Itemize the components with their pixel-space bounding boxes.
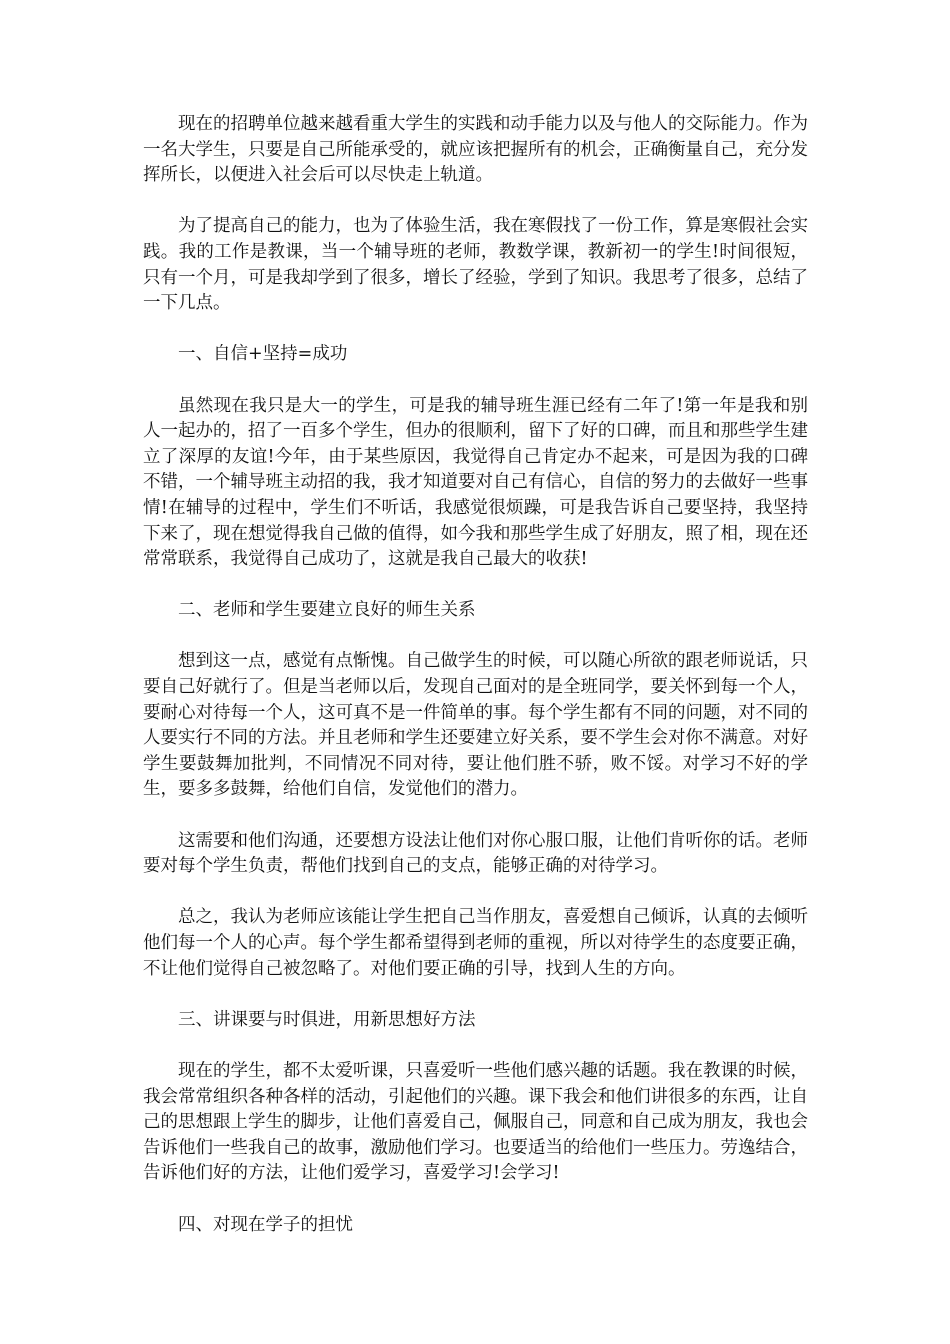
paragraph-confidence: 虽然现在我只是大一的学生，可是我的辅导班生涯已经有二年了!第一年是我和别人一起办的，招了一百多个学生，但办的很顺利，留下了好的口碑，而且和那些学生建立了深厚的友谊!今年，由于某些原因，我觉得自己肯定办不起来，可是因为我的口碑不错，一个辅导班主动招的我，我才知道要对自己有信心，自信的努力的去做好一些事情!在辅导的过程中，学生们不听话，我感觉很烦躁，可是我告诉自己要坚持，我坚持下来了，现在想觉得我自己做的值得，如今我和那些学生成了好朋友，照了相，现在还常常联系，我觉得自己成功了，这就是我自己最大的收获!	[143, 395, 808, 570]
paragraph-winter-job: 为了提高自己的能力，也为了体验生活，我在寒假找了一份工作，算是寒假社会实践。我的工作是教课，当一个辅导班的老师，教数学课，教新初一的学生!时间很短，只有一个月，可是我却学到了很多，增长了经验，学到了知识。我思考了很多，总结了一下几点。	[143, 216, 808, 314]
section-heading-1: 一、自信+坚持=成功	[178, 344, 348, 365]
section-heading-3: 三、讲课要与时俱进，用新思想好方法	[178, 1009, 476, 1030]
paragraph-conclusion: 总之，我认为老师应该能让学生把自己当作朋友，喜爱想自己倾诉，认真的去倾听他们每一个人的心声。每个学生都希望得到老师的重视，所以对待学生的态度要正确，不让他们觉得自己被忽略了。对他们要正确的引导，找到人生的方向。	[143, 907, 808, 979]
paragraph-communication: 这需要和他们沟通，还要想方设法让他们对你心服口服，让他们肯听你的话。老师要对每个学生负责，帮他们找到自己的支点，能够正确的对待学习。	[143, 830, 808, 877]
document-page	[143, 112, 808, 1264]
section-heading-4: 四、对现在学子的担忧	[178, 1214, 353, 1235]
paragraph-teacher-student: 想到这一点，感觉有点惭愧。自己做学生的时候，可以随心所欲的跟老师说话，只要自己好就行了。但是当老师以后，发现自己面对的是全班同学，要关怀到每一个人，要耐心对待每一个人，这可真不是一件简单的事。每个学生都有不同的问题，对不同的人要实行不同的方法。并且老师和学生还要建立好关系，要不学生会对你不满意。对好学生要鼓舞加批判，不同情况不同对待，要让他们胜不骄，败不馁。对学习不好的学生，要多多鼓舞，给他们自信，发觉他们的潜力。	[143, 651, 808, 800]
paragraph-teaching-methods: 现在的学生，都不太爱听课，只喜爱听一些他们感兴趣的话题。我在教课的时候，我会常常组织各种各样的活动，引起他们的兴趣。课下我会和他们讲很多的东西，让自己的思想跟上学生的脚步，让他们喜爱自己，佩服自己，同意和自己成为朋友，我也会告诉他们一些我自己的故事，激励他们学习。也要适当的给他们一些压力。劳逸结合，告诉他们好的方法，让他们爱学习，喜爱学习!会学习!	[143, 1060, 808, 1184]
section-heading-2: 二、老师和学生要建立良好的师生关系	[178, 600, 476, 621]
paragraph-intro: 现在的招聘单位越来越看重大学生的实践和动手能力以及与他人的交际能力。作为一名大学生，只要是自己所能承受的，就应该把握所有的机会，正确衡量自己，充分发挥所长，以便进入社会后可以尽快走上轨道。	[143, 114, 808, 186]
